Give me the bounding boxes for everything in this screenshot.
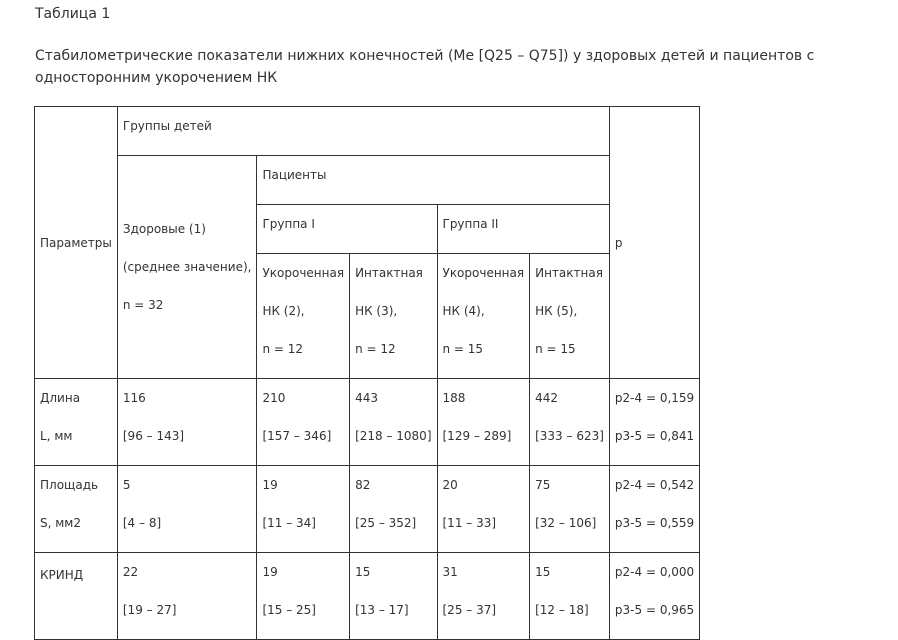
header-shortened-limb-2	[257, 254, 350, 379]
header-p: p	[609, 107, 699, 379]
cell-line: [12 – 18]	[535, 603, 589, 617]
cell-parameter	[35, 466, 118, 553]
cell-line: 116	[122, 391, 146, 405]
header-healthy-line: Здоровые (1)	[122, 222, 206, 236]
cell-line: S, мм2	[40, 516, 81, 530]
header-healthy-line: (среднее значение),	[122, 260, 252, 274]
cell-line: [13 – 17]	[355, 603, 409, 617]
header-line: НК (5),	[535, 304, 578, 318]
cell-parameter	[35, 553, 118, 640]
cell-p-value	[609, 379, 699, 466]
cell-healthy	[117, 379, 257, 466]
cell-healthy	[117, 466, 257, 553]
cell-healthy	[117, 553, 257, 640]
cell-line: Длина	[40, 391, 81, 405]
cell-line: 22	[122, 565, 139, 579]
cell-group-3	[350, 379, 437, 466]
cell-line: [11 – 33]	[442, 516, 497, 530]
cell-group-4	[437, 466, 530, 553]
cell-line: [19 – 27]	[122, 603, 177, 617]
header-line: НК (3),	[355, 304, 398, 318]
cell-line: p2-4 = 0,542	[614, 478, 695, 492]
header-child-groups: Группы детей	[117, 107, 609, 156]
header-line: n = 12	[355, 342, 396, 356]
cell-group-5	[530, 379, 610, 466]
header-line: НК (4),	[442, 304, 485, 318]
cell-line: Площадь	[40, 478, 99, 492]
cell-line: КРИНД	[40, 568, 84, 582]
cell-group-3	[350, 553, 437, 640]
cell-line: 19	[262, 478, 278, 492]
cell-group-4	[437, 379, 530, 466]
cell-line: 5	[122, 478, 131, 492]
header-group-1: Группа I	[257, 205, 437, 254]
cell-line: p2-4 = 0,159	[614, 391, 695, 405]
cell-line: [32 – 106]	[535, 516, 597, 530]
cell-line: 443	[355, 391, 378, 405]
cell-line: 15	[535, 565, 551, 579]
cell-p-value	[609, 553, 699, 640]
header-line: n = 15	[442, 342, 484, 356]
table-caption: Таблица 1	[35, 6, 111, 22]
header-line: НК (2),	[262, 304, 305, 318]
cell-line: 15	[355, 565, 371, 579]
cell-line: [25 – 37]	[442, 603, 497, 617]
cell-parameter	[35, 379, 118, 466]
cell-group-5	[530, 466, 610, 553]
header-line: Интактная	[355, 266, 423, 280]
header-healthy	[117, 156, 257, 379]
table-title: Стабилометрические показатели нижних конечностей (Me [Q25 – Q75]) у здоровых детей и пациентов с односторонним укорочением НК	[35, 48, 815, 86]
cell-line: [129 – 289]	[442, 429, 512, 443]
cell-line: p3-5 = 0,559	[614, 516, 695, 530]
cell-line: p3-5 = 0,841	[614, 429, 695, 443]
header-line: n = 15	[535, 342, 576, 356]
header-group-2: Группа II	[437, 205, 609, 254]
cell-group-5	[530, 553, 610, 640]
cell-line: [15 – 25]	[262, 603, 316, 617]
header-line: Интактная	[535, 266, 603, 280]
cell-line: [4 – 8]	[122, 516, 162, 530]
cell-line: p2-4 = 0,000	[614, 565, 695, 579]
cell-group-2	[257, 379, 350, 466]
cell-line: 82	[355, 478, 371, 492]
cell-line: [157 – 346]	[262, 429, 332, 443]
cell-group-2	[257, 553, 350, 640]
cell-line: L, мм	[40, 429, 73, 443]
cell-line: [218 – 1080]	[355, 429, 432, 443]
header-line: n = 12	[262, 342, 304, 356]
stabilometry-table	[34, 106, 700, 640]
header-line: Укороченная	[262, 266, 345, 280]
header-patients: Пациенты	[257, 156, 609, 205]
cell-line: 442	[535, 391, 559, 405]
cell-line: 20	[442, 478, 458, 492]
cell-line: 188	[442, 391, 466, 405]
header-intact-limb-3	[350, 254, 437, 379]
cell-line: 210	[262, 391, 286, 405]
table-row	[35, 466, 700, 553]
header-healthy-line: n = 32	[122, 298, 164, 312]
cell-line: [11 – 34]	[262, 516, 316, 530]
table-row	[35, 553, 700, 640]
cell-group-3	[350, 466, 437, 553]
header-intact-limb-5	[530, 254, 610, 379]
cell-group-2	[257, 466, 350, 553]
cell-line: [96 – 143]	[122, 429, 185, 443]
cell-line: [25 – 352]	[355, 516, 417, 530]
cell-line: [333 – 623]	[535, 429, 604, 443]
header-line: Укороченная	[442, 266, 525, 280]
header-parameters: Параметры	[35, 107, 118, 379]
cell-line: 75	[535, 478, 551, 492]
cell-line: 31	[442, 565, 458, 579]
cell-p-value	[609, 466, 699, 553]
cell-line: 19	[262, 565, 278, 579]
table-row	[35, 379, 700, 466]
cell-group-4	[437, 553, 530, 640]
cell-line: p3-5 = 0,965	[614, 603, 695, 617]
header-shortened-limb-4	[437, 254, 530, 379]
